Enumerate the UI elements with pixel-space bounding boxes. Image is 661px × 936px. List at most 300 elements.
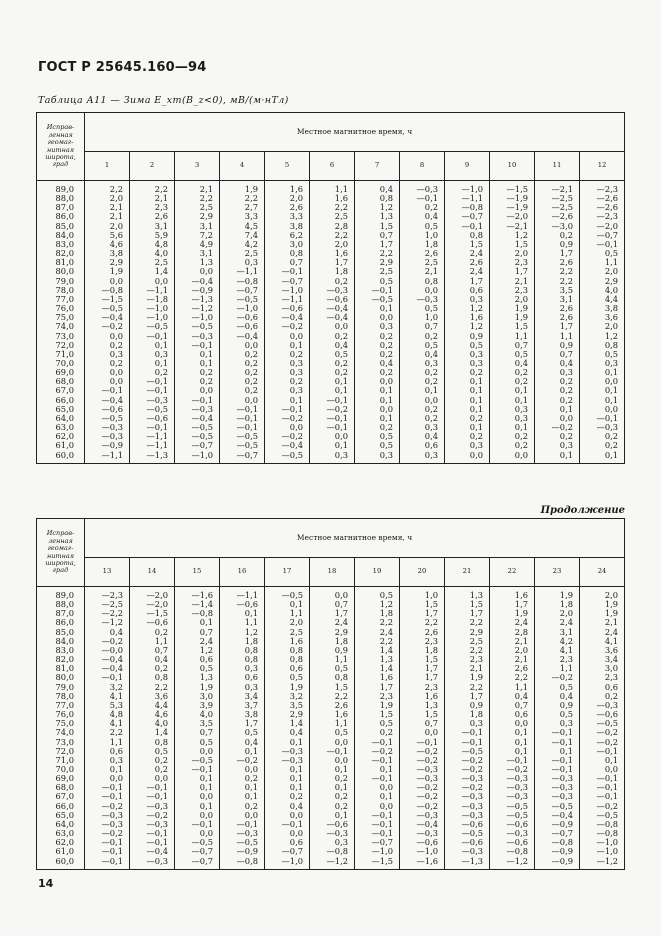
value-cell: 1,8 <box>355 609 400 618</box>
value-cell: 0,0 <box>580 765 625 774</box>
table-row <box>37 683 625 692</box>
value-cell: 0,8 <box>265 655 310 664</box>
value-cell: 0,1 <box>265 765 310 774</box>
value-cell: —1,1 <box>265 295 310 304</box>
value-cell: 0,0 <box>130 774 175 783</box>
latitude-cell: 83,0 <box>37 646 85 655</box>
value-cell: 0,2 <box>355 350 400 359</box>
value-cell: 1,6 <box>490 587 535 601</box>
value-cell: 4,8 <box>130 240 175 249</box>
hour-column-header: 18 <box>310 558 355 587</box>
value-cell: 0,0 <box>85 368 130 377</box>
value-cell: 3,6 <box>130 692 175 701</box>
latitude-cell: 74,0 <box>37 728 85 737</box>
value-cell: 0,3 <box>310 838 355 847</box>
value-cell: 0,0 <box>355 405 400 414</box>
value-cell: —0,5 <box>85 414 130 423</box>
latitude-cell: 67,0 <box>37 386 85 395</box>
value-cell: 2,2 <box>130 683 175 692</box>
value-cell: —0,1 <box>130 377 175 386</box>
value-cell: 2,6 <box>535 258 580 267</box>
value-cell: —2,2 <box>85 609 130 618</box>
value-cell: 0,1 <box>220 609 265 618</box>
value-cell: 4,1 <box>580 637 625 646</box>
value-cell: —0,3 <box>445 811 490 820</box>
value-cell: —0,2 <box>400 802 445 811</box>
value-cell: 4,1 <box>85 692 130 701</box>
value-cell: 0,2 <box>400 203 445 212</box>
value-cell: —2,3 <box>85 587 130 601</box>
value-cell: —0,5 <box>265 451 310 464</box>
value-cell: —0,1 <box>130 792 175 801</box>
value-cell: 1,0 <box>400 231 445 240</box>
value-cell: —2,0 <box>580 222 625 231</box>
table-row <box>37 231 625 240</box>
value-cell: 3,5 <box>265 701 310 710</box>
value-cell: —0,8 <box>580 820 625 829</box>
value-cell: —0,5 <box>220 838 265 847</box>
value-cell: —2,6 <box>580 194 625 203</box>
value-cell: 2,0 <box>580 322 625 331</box>
value-cell: 0,2 <box>535 396 580 405</box>
table-row <box>37 728 625 737</box>
value-cell: 2,9 <box>265 710 310 719</box>
latitude-cell: 79,0 <box>37 683 85 692</box>
value-cell: —1,0 <box>130 313 175 322</box>
value-cell: 0,2 <box>85 341 130 350</box>
value-cell: —2,0 <box>490 212 535 221</box>
value-cell: —0,1 <box>220 423 265 432</box>
value-cell: 0,0 <box>175 386 220 395</box>
value-cell: 0,1 <box>535 747 580 756</box>
value-cell: 0,2 <box>400 414 445 423</box>
latitude-cell: 72,0 <box>37 341 85 350</box>
latitude-cell: 66,0 <box>37 396 85 405</box>
value-cell: 0,1 <box>130 359 175 368</box>
value-cell: —0,1 <box>355 774 400 783</box>
hour-column-header: 12 <box>580 152 625 181</box>
value-cell: 1,4 <box>265 719 310 728</box>
value-cell: 0,1 <box>310 377 355 386</box>
value-cell: 0,0 <box>175 829 220 838</box>
value-cell: 0,4 <box>535 692 580 701</box>
value-cell: 0,1 <box>265 396 310 405</box>
value-cell: 0,1 <box>220 783 265 792</box>
value-cell: —0,3 <box>490 792 535 801</box>
value-cell: 2,8 <box>310 222 355 231</box>
value-cell: 1,7 <box>445 692 490 701</box>
latitude-cell: 78,0 <box>37 692 85 701</box>
value-cell: —1,2 <box>580 857 625 870</box>
value-cell: 0,0 <box>220 341 265 350</box>
value-cell: 2,2 <box>85 181 130 195</box>
value-cell: 0,9 <box>535 701 580 710</box>
value-cell: 0,2 <box>580 692 625 701</box>
value-cell: —0,1 <box>130 386 175 395</box>
value-cell: 0,3 <box>580 359 625 368</box>
value-cell: 0,4 <box>355 181 400 195</box>
value-cell: 1,9 <box>85 267 130 276</box>
value-cell: —0,1 <box>220 414 265 423</box>
value-cell: 0,0 <box>400 286 445 295</box>
latitude-cell: 75,0 <box>37 719 85 728</box>
value-cell: 4,0 <box>580 286 625 295</box>
value-cell: 2,6 <box>535 313 580 322</box>
value-cell: 2,6 <box>490 664 535 673</box>
latitude-header: Исправ- ленная геомаг- нитная широта, град <box>37 113 85 181</box>
table-row <box>37 783 625 792</box>
value-cell: —0,8 <box>220 857 265 870</box>
value-cell: 2,4 <box>310 618 355 627</box>
continued-label: Продолжение <box>540 505 625 516</box>
value-cell: —0,3 <box>490 783 535 792</box>
value-cell: 0,5 <box>580 249 625 258</box>
value-cell: 0,9 <box>535 240 580 249</box>
value-cell: 3,8 <box>85 249 130 258</box>
latitude-cell: 85,0 <box>37 222 85 231</box>
value-cell: —0,6 <box>445 820 490 829</box>
value-cell: 2,3 <box>355 692 400 701</box>
value-cell: —0,2 <box>535 423 580 432</box>
value-cell: —0,7 <box>265 847 310 856</box>
value-cell: —0,2 <box>445 765 490 774</box>
value-cell: 0,6 <box>580 683 625 692</box>
value-cell: —0,4 <box>85 313 130 322</box>
table-row <box>37 655 625 664</box>
table-row <box>37 710 625 719</box>
value-cell: 0,1 <box>310 811 355 820</box>
value-cell: 1,4 <box>130 728 175 737</box>
value-cell: 0,1 <box>490 738 535 747</box>
value-cell: 0,1 <box>535 405 580 414</box>
latitude-cell: 70,0 <box>37 765 85 774</box>
hour-column-header: 21 <box>445 558 490 587</box>
value-cell: 0,1 <box>580 396 625 405</box>
value-cell: —0,2 <box>400 792 445 801</box>
value-cell: 4,4 <box>580 295 625 304</box>
value-cell: —0,4 <box>535 811 580 820</box>
value-cell: 3,7 <box>220 701 265 710</box>
value-cell: 0,2 <box>310 332 355 341</box>
value-cell: 2,1 <box>445 664 490 673</box>
value-cell: —0,1 <box>85 783 130 792</box>
value-cell: —0,6 <box>130 414 175 423</box>
value-cell: —0,7 <box>355 838 400 847</box>
value-cell: 1,3 <box>355 655 400 664</box>
value-cell: 2,1 <box>130 194 175 203</box>
value-cell: 0,6 <box>265 664 310 673</box>
value-cell: —0,1 <box>130 783 175 792</box>
value-cell: 0,3 <box>220 258 265 267</box>
value-cell: 0,0 <box>85 277 130 286</box>
table-row <box>37 451 625 464</box>
value-cell: 0,5 <box>400 341 445 350</box>
value-cell: 0,4 <box>265 728 310 737</box>
value-cell: —0,5 <box>175 322 220 331</box>
value-cell: —1,1 <box>85 451 130 464</box>
value-cell: 0,5 <box>310 350 355 359</box>
value-cell: 0,4 <box>355 359 400 368</box>
table-row <box>37 609 625 618</box>
latitude-cell: 87,0 <box>37 609 85 618</box>
value-cell: —1,0 <box>400 847 445 856</box>
value-cell: 2,9 <box>175 212 220 221</box>
value-cell: 1,5 <box>445 240 490 249</box>
value-cell: 3,5 <box>175 719 220 728</box>
value-cell: 1,9 <box>220 181 265 195</box>
value-cell: —0,1 <box>85 847 130 856</box>
value-cell: 0,0 <box>85 377 130 386</box>
value-cell: 1,9 <box>580 600 625 609</box>
value-cell: 0,1 <box>490 386 535 395</box>
value-cell: —0,6 <box>220 600 265 609</box>
value-cell: 0,1 <box>580 756 625 765</box>
value-cell: —0,1 <box>175 396 220 405</box>
value-cell: 0,1 <box>265 600 310 609</box>
value-cell: 0,2 <box>310 774 355 783</box>
value-cell: 1,6 <box>265 181 310 195</box>
value-cell: 0,0 <box>310 587 355 601</box>
value-cell: 0,3 <box>400 423 445 432</box>
latitude-cell: 89,0 <box>37 587 85 601</box>
hour-column-header: 8 <box>400 152 445 181</box>
value-cell: 0,1 <box>175 359 220 368</box>
value-cell: 2,5 <box>130 258 175 267</box>
value-cell: 3,3 <box>220 212 265 221</box>
value-cell: 4,1 <box>85 719 130 728</box>
value-cell: 0,2 <box>400 368 445 377</box>
value-cell: —0,1 <box>355 820 400 829</box>
value-cell: 2,0 <box>490 646 535 655</box>
value-cell: 0,8 <box>130 738 175 747</box>
value-cell: 0,2 <box>355 728 400 737</box>
value-cell: 0,1 <box>445 423 490 432</box>
value-cell: —0,1 <box>580 240 625 249</box>
latitude-cell: 69,0 <box>37 774 85 783</box>
value-cell: 2,4 <box>445 267 490 276</box>
value-cell: 0,5 <box>355 587 400 601</box>
value-cell: 0,1 <box>175 350 220 359</box>
value-cell: 2,1 <box>490 637 535 646</box>
value-cell: —1,3 <box>130 451 175 464</box>
value-cell: 3,1 <box>130 222 175 231</box>
value-cell: 1,9 <box>580 609 625 618</box>
value-cell: 2,2 <box>355 249 400 258</box>
table-row <box>37 802 625 811</box>
value-cell: 1,2 <box>445 304 490 313</box>
value-cell: —0,5 <box>580 719 625 728</box>
value-cell: 2,3 <box>580 673 625 682</box>
value-cell: 2,3 <box>445 655 490 664</box>
value-cell: 2,2 <box>130 181 175 195</box>
value-cell: —0,2 <box>400 747 445 756</box>
value-cell: 0,2 <box>310 802 355 811</box>
value-cell: —1,0 <box>175 313 220 322</box>
table-row <box>37 432 625 441</box>
value-cell: —0,2 <box>85 829 130 838</box>
value-cell: 0,4 <box>265 802 310 811</box>
value-cell: 0,4 <box>310 341 355 350</box>
table-row <box>37 341 625 350</box>
value-cell: —0,4 <box>310 304 355 313</box>
value-cell: —0,3 <box>490 829 535 838</box>
value-cell: 1,3 <box>445 587 490 601</box>
latitude-cell: 79,0 <box>37 277 85 286</box>
value-cell: —1,0 <box>355 847 400 856</box>
value-cell: —0,3 <box>535 774 580 783</box>
value-cell: 2,3 <box>400 637 445 646</box>
value-cell: —0,3 <box>445 774 490 783</box>
latitude-cell: 66,0 <box>37 802 85 811</box>
value-cell: 0,1 <box>535 451 580 464</box>
latitude-cell: 85,0 <box>37 628 85 637</box>
value-cell: —0,3 <box>400 774 445 783</box>
value-cell: —0,3 <box>400 829 445 838</box>
value-cell: —2,3 <box>580 181 625 195</box>
value-cell: 4,8 <box>85 710 130 719</box>
table-row <box>37 441 625 450</box>
value-cell: 3,1 <box>535 628 580 637</box>
latitude-cell: 70,0 <box>37 359 85 368</box>
value-cell: 2,9 <box>355 258 400 267</box>
value-cell: —1,8 <box>130 295 175 304</box>
latitude-cell: 64,0 <box>37 820 85 829</box>
value-cell: 1,5 <box>355 710 400 719</box>
value-cell: 0,2 <box>310 277 355 286</box>
table-row <box>37 359 625 368</box>
value-cell: 2,6 <box>535 304 580 313</box>
value-cell: 2,0 <box>265 194 310 203</box>
table-row <box>37 222 625 231</box>
value-cell: 2,4 <box>355 628 400 637</box>
value-cell: 0,0 <box>265 423 310 432</box>
value-cell: 0,8 <box>580 341 625 350</box>
value-cell: 0,2 <box>265 350 310 359</box>
value-cell: 0,5 <box>355 441 400 450</box>
value-cell: —0,3 <box>400 181 445 195</box>
value-cell: 1,7 <box>535 249 580 258</box>
value-cell: 0,4 <box>400 212 445 221</box>
value-cell: —1,4 <box>175 600 220 609</box>
table-row <box>37 377 625 386</box>
latitude-cell: 77,0 <box>37 701 85 710</box>
value-cell: —1,9 <box>490 203 535 212</box>
value-cell: 0,3 <box>535 719 580 728</box>
value-cell: —1,6 <box>175 587 220 601</box>
value-cell: —0,1 <box>445 222 490 231</box>
value-cell: 4,1 <box>535 646 580 655</box>
value-cell: 2,0 <box>490 295 535 304</box>
value-cell: 0,7 <box>535 350 580 359</box>
value-cell: 0,1 <box>310 765 355 774</box>
value-cell: 0,8 <box>265 646 310 655</box>
value-cell: 0,0 <box>310 432 355 441</box>
latitude-cell: 60,0 <box>37 451 85 464</box>
value-cell: 2,3 <box>400 683 445 692</box>
value-cell: 2,3 <box>130 203 175 212</box>
value-cell: 1,9 <box>535 587 580 601</box>
value-cell: 1,4 <box>130 267 175 276</box>
value-cell: —2,6 <box>580 203 625 212</box>
value-cell: 1,7 <box>490 267 535 276</box>
value-cell: 0,5 <box>310 664 355 673</box>
value-cell: 0,5 <box>490 350 535 359</box>
value-cell: —0,1 <box>580 747 625 756</box>
table-row <box>37 774 625 783</box>
value-cell: —0,3 <box>580 423 625 432</box>
value-cell: —0,1 <box>265 820 310 829</box>
value-cell: —0,9 <box>535 820 580 829</box>
value-cell: —0,1 <box>580 774 625 783</box>
value-cell: —0,7 <box>175 847 220 856</box>
value-cell: 1,3 <box>400 701 445 710</box>
latitude-cell: 87,0 <box>37 203 85 212</box>
value-cell: —0,6 <box>490 820 535 829</box>
value-cell: 0,1 <box>445 405 490 414</box>
value-cell: 1,4 <box>355 664 400 673</box>
value-cell: —0,6 <box>580 710 625 719</box>
table-row <box>37 756 625 765</box>
table-row <box>37 600 625 609</box>
value-cell: 0,6 <box>265 838 310 847</box>
hours-header: Местное магнитное время, ч <box>85 113 625 152</box>
value-cell: —0,3 <box>400 811 445 820</box>
latitude-cell: 71,0 <box>37 350 85 359</box>
latitude-cell: 84,0 <box>37 231 85 240</box>
value-cell: 0,7 <box>490 341 535 350</box>
table-row <box>37 673 625 682</box>
value-cell: 1,3 <box>175 258 220 267</box>
value-cell: —0,1 <box>310 414 355 423</box>
value-cell: 2,0 <box>535 609 580 618</box>
value-cell: —0,1 <box>130 423 175 432</box>
value-cell: 2,9 <box>580 277 625 286</box>
value-cell: 3,2 <box>265 692 310 701</box>
value-cell: 0,3 <box>355 322 400 331</box>
value-cell: —0,6 <box>130 618 175 627</box>
value-cell: 0,0 <box>130 277 175 286</box>
value-cell: —0,1 <box>535 738 580 747</box>
value-cell: 2,1 <box>580 618 625 627</box>
value-cell: 0,2 <box>175 368 220 377</box>
value-cell: 0,1 <box>355 304 400 313</box>
value-cell: —1,0 <box>265 286 310 295</box>
value-cell: 0,3 <box>535 441 580 450</box>
value-cell: 1,5 <box>400 655 445 664</box>
value-cell: 3,6 <box>580 646 625 655</box>
value-cell: 0,8 <box>220 655 265 664</box>
value-cell: 2,0 <box>580 267 625 276</box>
value-cell: —0,1 <box>85 386 130 395</box>
value-cell: 3,5 <box>535 286 580 295</box>
value-cell: 1,6 <box>265 637 310 646</box>
value-cell: —1,5 <box>355 857 400 870</box>
value-cell: 1,9 <box>445 673 490 682</box>
value-cell: 2,4 <box>490 618 535 627</box>
value-cell: —0,3 <box>400 295 445 304</box>
value-cell: —0,3 <box>175 405 220 414</box>
value-cell: 0,5 <box>175 738 220 747</box>
value-cell: 2,3 <box>490 258 535 267</box>
value-cell: —0,5 <box>175 756 220 765</box>
value-cell: —0,2 <box>400 756 445 765</box>
hour-column-header: 24 <box>580 558 625 587</box>
value-cell: 0,2 <box>310 359 355 368</box>
value-cell: 0,3 <box>535 368 580 377</box>
value-cell: 0,5 <box>580 350 625 359</box>
value-cell: 0,1 <box>265 783 310 792</box>
value-cell: 2,1 <box>85 212 130 221</box>
